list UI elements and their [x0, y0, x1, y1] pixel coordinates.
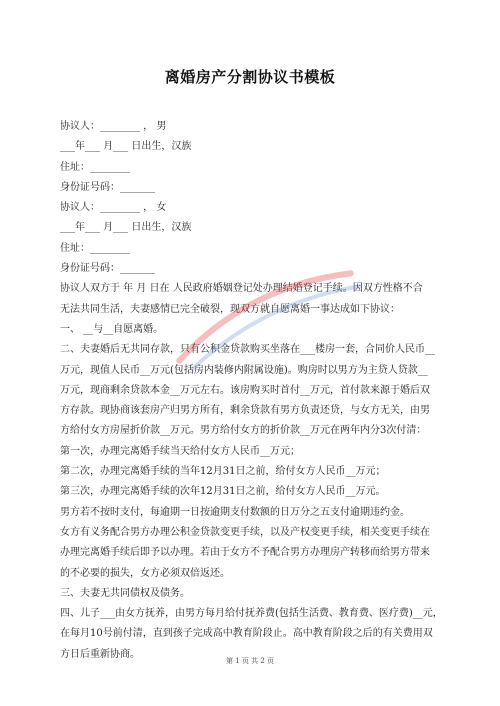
body-line: 方日后重新协商。	[60, 648, 140, 660]
body-line: 女方有义务配合男方办理公积金贷款变更手续，以及产权变更手续，相关变更手续在	[60, 526, 430, 538]
body-line: 万元，现商剩余贷款本金__万元左右。该房购买时首付__万元，首付款来源于婚后双	[60, 384, 430, 396]
body-line: 四、儿子___由女方抚养，由男方每月给付抚养费(包括生活费、教育费、医疗费)__元，	[60, 608, 443, 620]
body-line: 第一次，办理完离婚手续当天给付女方人民币__万元；	[60, 445, 300, 457]
body-line: ___年___ 月___ 日出生，汉族	[60, 141, 192, 153]
body-line: 身份证号码：_______	[60, 181, 155, 193]
body-line: 二、夫妻婚后无共同存款，只有公积金贷款购买坐落在___楼房一套，合同价人民币__	[60, 344, 435, 356]
body-line: 三、夫妻无共同债权及债务。	[60, 587, 190, 599]
body-line: 住址：________	[60, 242, 130, 254]
body-line: 协议人双方于 年 月 日在 人民政府婚姻登记处办理结婚登记手续。因双方性格不合	[60, 283, 423, 295]
body-line: 第三次，办理完离婚手续的次年12月31日之前，给付女方人民币__万元。	[60, 486, 386, 498]
body-line: 的不必要的损失，女方必须双倍返还。	[60, 567, 230, 579]
body-line: 无法共同生活，夫妻感情已完全破裂，现双方就自愿离婚一事达成如下协议：	[60, 303, 400, 315]
body-line: 在每月10号前付清，直到孩子完成高中教育阶段止。高中教育阶段之后的有关费用双	[60, 628, 433, 640]
body-line: 方存款。现协商该套房产归男方所有，剩余贷款有男方负责还贷，与女方无关，由男	[60, 405, 430, 417]
body-line: 一、 __与__自愿离婚。	[60, 323, 164, 335]
body-line: 身份证号码：_______	[60, 263, 155, 275]
body-line: 协议人：________ ， 男	[60, 121, 167, 132]
body-line: 协议人：________ ， 女	[60, 202, 167, 214]
page-footer: 第 1 页 共 2 页	[225, 657, 275, 665]
body-line: 办理完离婚手续后即予以办理。若由于女方不予配合男方办理房产转移而给男方带来	[60, 547, 430, 559]
document-title: 离婚房产分割协议书模板	[164, 68, 336, 86]
body-line: 方给付女方房屋折价款__万元。男方给付女方的折价款__万元在两年内分3次付清：	[60, 425, 427, 437]
document-body	[60, 117, 448, 665]
body-line: ___年___ 月___ 日出生，汉族	[60, 222, 192, 234]
body-line: 住址：________	[60, 161, 130, 173]
body-line: 第二次，办理完离婚手续的当年12月31日之前，给付女方人民币__万元；	[60, 466, 386, 478]
body-line: 万元，现值人民币__万元(包括房内装修内附属设施)。购房时以男方为主贷人贷款__	[60, 364, 428, 376]
body-line: 男方若不按时支付，每逾期一日按逾期支付数额的日万分之五支付逾期违约金。	[60, 506, 410, 518]
